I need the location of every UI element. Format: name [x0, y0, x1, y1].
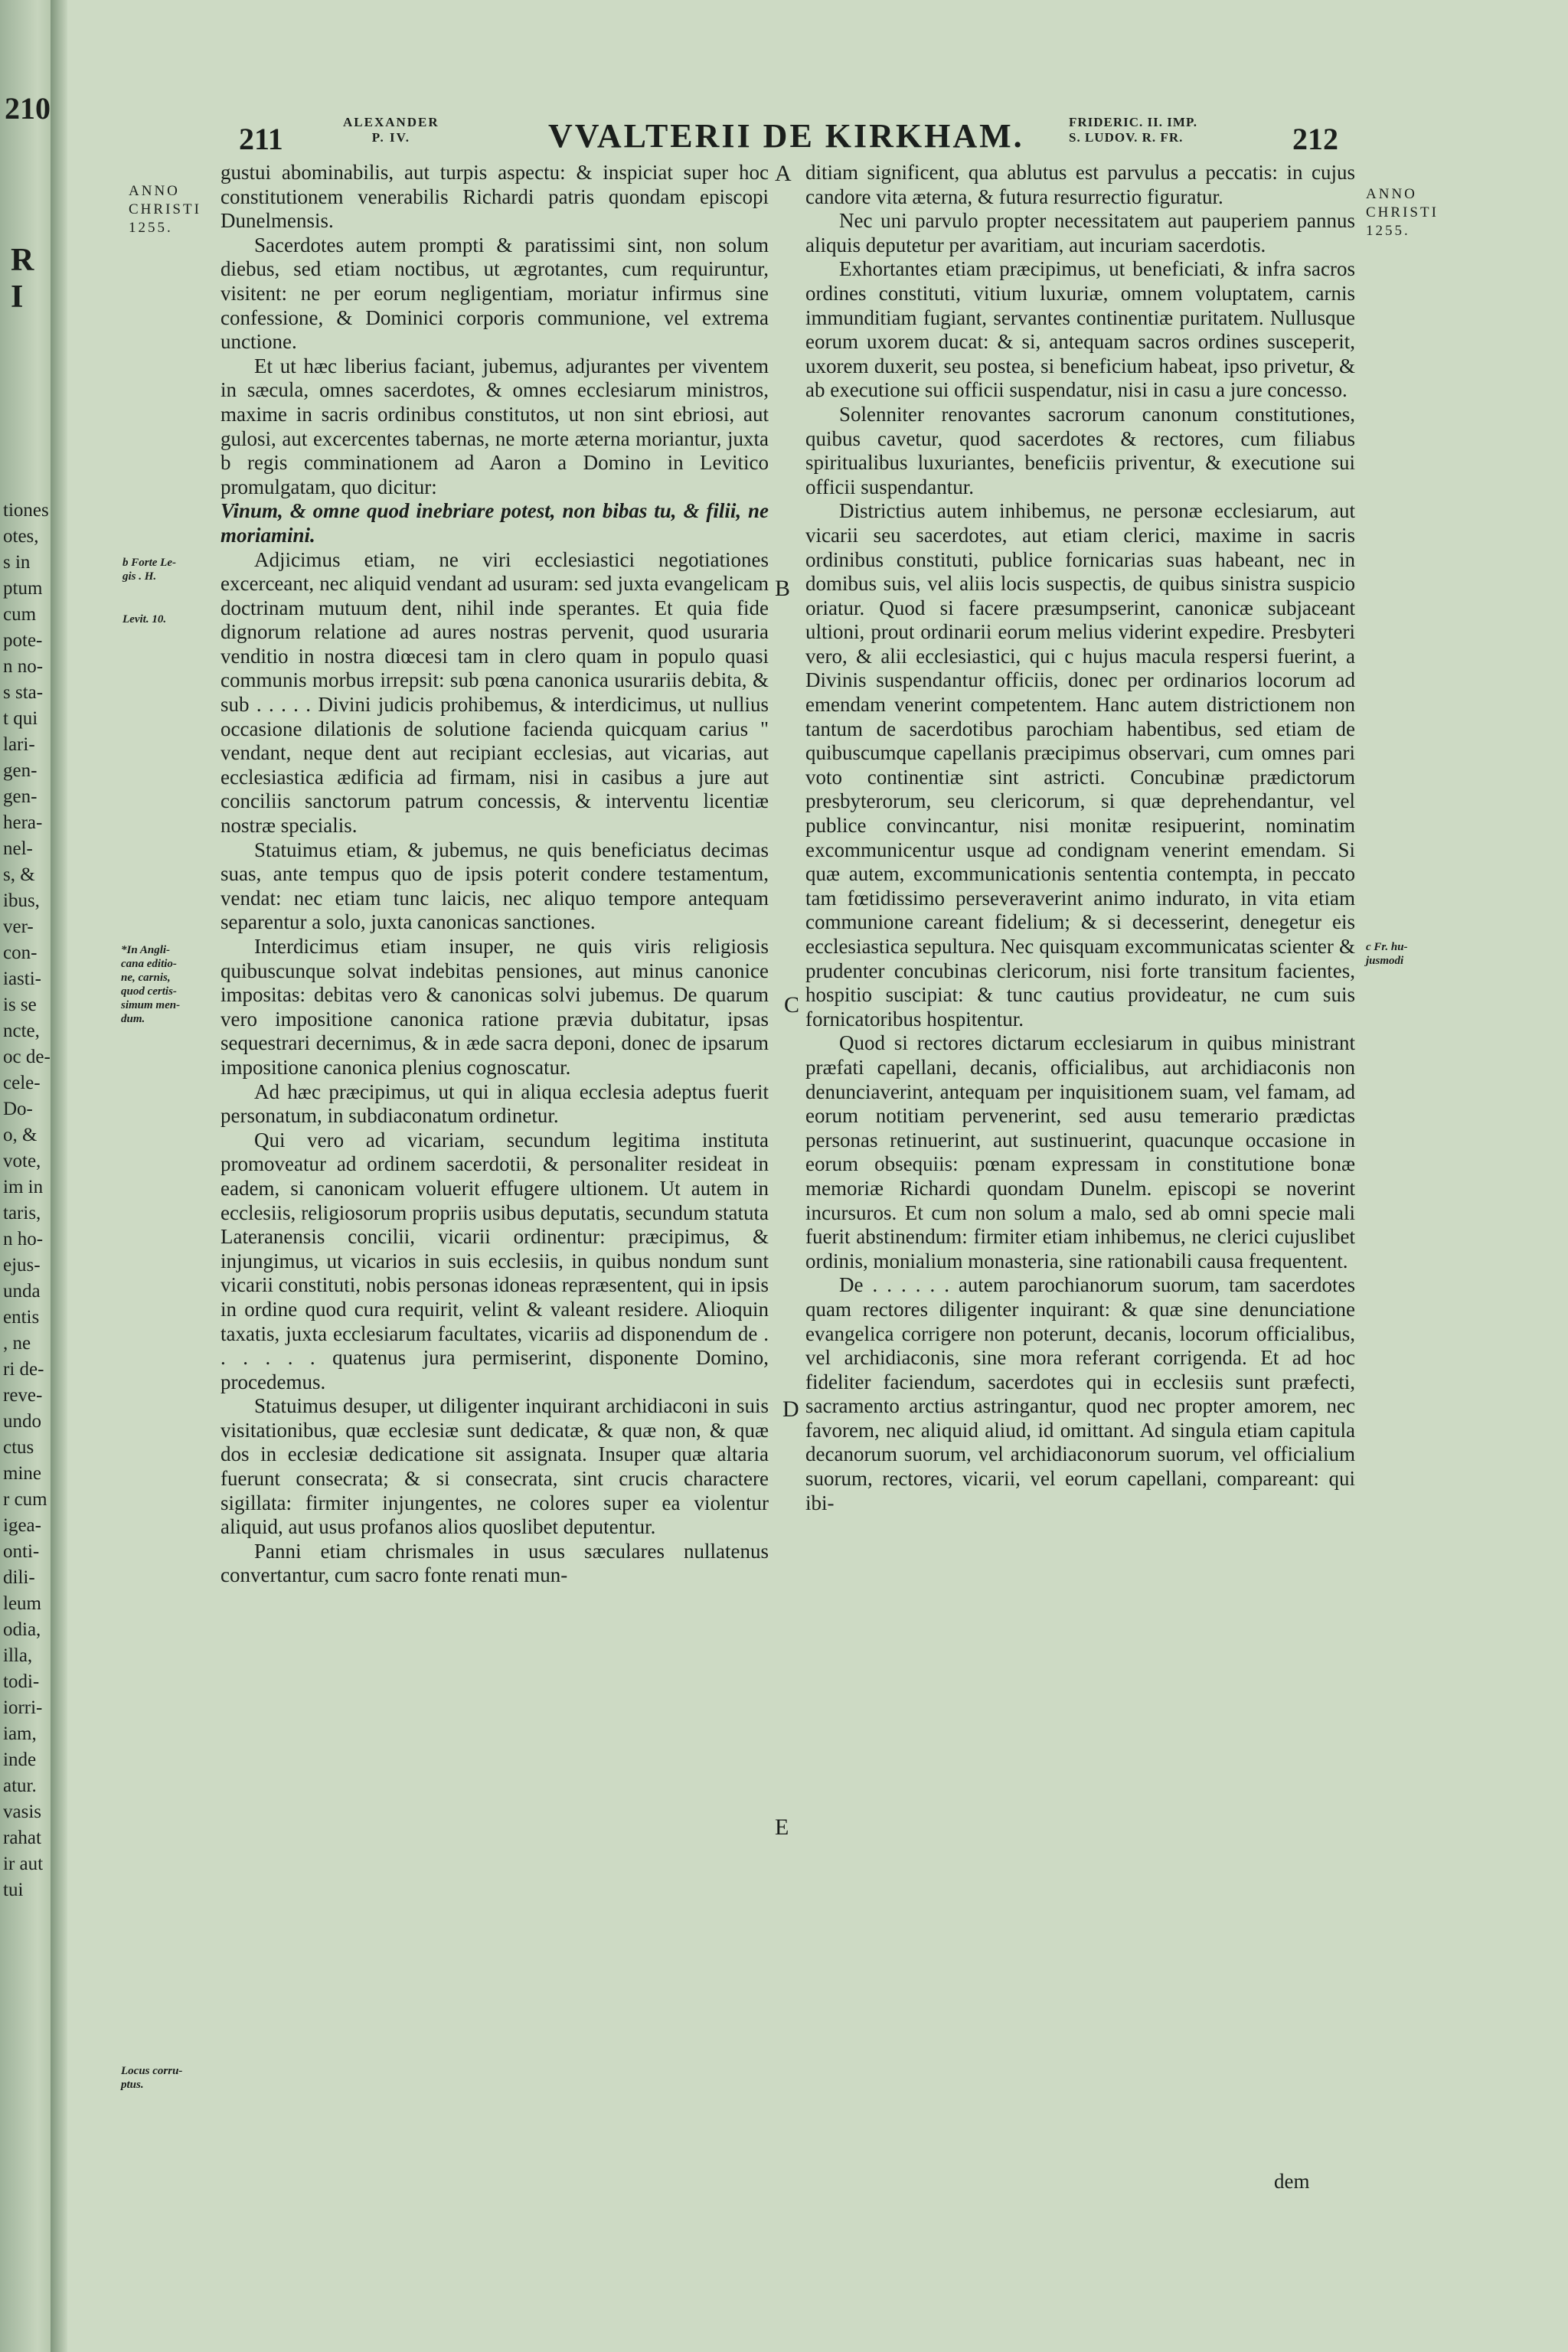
left-page-fragment: illa, [3, 1645, 33, 1666]
paragraph: ditiam significent, qua ablutus est parvulus a peccatis: in cujus candore vita æterna, & futura resurrectio figuratur. [805, 161, 1355, 208]
left-page-fragment: nel- [3, 838, 33, 859]
left-page-fragment: s sta- [3, 682, 44, 703]
left-page-fragment: s in [3, 552, 31, 573]
margin-note-anglicana: *In Angli- cana editio- ne, carnis, quod certis- simum men- dum. [121, 944, 181, 1025]
left-page-fragment: cele- [3, 1073, 41, 1093]
left-page-fragment: unda [3, 1281, 41, 1302]
left-page-fragment: rahat [3, 1828, 41, 1848]
left-page-fragment: cum [3, 604, 37, 625]
left-page-fragment: gen- [3, 786, 38, 807]
left-page-fragment: taris, [3, 1203, 41, 1223]
paragraph: Sacerdotes autem prompti & paratissimi sint, non solum diebus, sed etiam noctibus, ut ægrotantes, cum requiruntur, visitent: ne per eorum negligentiam, moriatur infirmus sine confessione, & Dominici corporis communione, vel extrema unctione. [220, 233, 769, 354]
section-letter-d: D [782, 1396, 799, 1422]
left-page-fragment: t qui [3, 708, 38, 729]
left-page-fragment: odia, [3, 1619, 41, 1640]
text-column-right [805, 161, 1355, 1515]
left-page-fragment: ptum [3, 578, 43, 599]
left-page-fragment: todi- [3, 1671, 40, 1692]
margin-note-b: b Forte Le- gis . H. [122, 557, 176, 583]
paragraph: De . . . . . . autem parochianorum suorum, tam sacerdotes quam rectores diligenter inquirant: & quæ sine denunciatione evangelica corrigere non poterunt, decanis, locorum officialibus, vel archidiaconis, sine mora referant corrigenda. Et ad hoc fideliter faciendum, sacerdotes qui in ecclesiis sunt præfecti, sacramento arctius astringantur, quod nec propter amorem, nec favorem, nec aliquid aliud, id omittant. Ad singula etiam capitula decanorum suorum, vel archidiaconorum suorum, vel officialium suorum, rectores, vicarii, vel eorum capellani, compareant: qui ibi- [805, 1273, 1355, 1514]
section-letter-e: E [775, 1815, 789, 1840]
paragraph: Districtius autem inhibemus, ne personæ ecclesiarum, aut vicarii seu sacerdotes, aut etiam clerici, maxime in sacris ordinibus constituti, publice fornicarias suas habeant, nec in domibus suis, vel aliis locis suspectis, de quibus sinistra suspicio oriatur. Quod si facere præsumpserint, canonicæ subjaceant ultioni, prout ordinarii eorum melius viderint expedire. Presbyteri vero, & alii ecclesiastici, qui c hujus macula respersi fuerint, a Divinis suspendantur officiis, donec per ordinarios locorum ad emendam venerint competentem. Hanc autem districtionem non tantum de sacerdotibus parochiam habentibus, sed etiam de quibuscumque capellanis præcipimus observari, cum omnes pari voto continentiæ sint astricti. Concubinæ prædictorum presbyterorum, seu clericorum, si quæ deprehendantur, vel publice convincantur, nisi monitæ resipuerint, nominatim excommunicentur usque ad condignam venerint emendam. Si quæ autem, excommunicationis sententia contempta, in peccato tam fœtidissimo perseveraverint animo indurato, in vita etiam communione careant fidelium; & si decesserint, denegetur eis ecclesiastica sepultura. Nec quisquam excommunicatas scienter & prudenter concubinas clericorum, nisi forte transitum facientes, hospitio suscipiat: & tunc cautius provideatur, ne cum suis fornicatoribus hospitentur. [805, 499, 1355, 1031]
left-page-fragment: tiones [3, 500, 49, 521]
left-page-fragment: hera- [3, 812, 43, 833]
paragraph: Solenniter renovantes sacrorum canonum constitutiones, quibus cavetur, quod sacerdotes & rectores, cum filiabus spiritualibus luxuriantes, beneficiis priventur, & executione sui officii suspendantur. [805, 402, 1355, 498]
margin-year-right: ANNO CHRISTI 1255. [1366, 186, 1439, 239]
left-page-fragment: undo [3, 1411, 41, 1432]
paragraph: Nec uni parvulo propter necessitatem aut pauperiem pannus aliquis deputetur per avaritiam, aut incuriam sacerdotis. [805, 209, 1355, 256]
running-head-right: FRIDERIC. II. IMP. S. LUDOV. R. FR. [1069, 115, 1198, 145]
left-page-heading: R I [11, 243, 42, 315]
left-page-fragment: im in [3, 1177, 44, 1197]
text-column-left [220, 161, 769, 1588]
margin-year-left: ANNO CHRISTI 1255. [129, 183, 201, 236]
paragraph: Adjicimus etiam, ne viri ecclesiastici negotiationes excerceant, nec aliquid vendant ad usuram: sed juxta evangelicam doctrinam mutuum dent, nihil inde sperantes. Et quia fide dignorum relatione ad aures nostras pervenit, quod usuraria venditio in nostra diœcesi tam in clero quam in populo quasi communis morbus irrepsit: sub pœna canonica usurariis debita, & sub . . . . . Divini judicis prohibemus, & interdicimus, ut nullius occasione dilationis de solutione facienda quicquam carius " vendant, neque dent aut recipiant ecclesias, aut vicarias, aut ecclesiastica ædificia ad firmam, nisi in casibus a jure aut conciliis sanctorum patrum concessis, & interventu licentiæ nostræ specialis. [220, 547, 769, 838]
left-page-fragment: onti- [3, 1541, 40, 1562]
paragraph: Quod si rectores dictarum ecclesiarum in quibus ministrant præfati capellani, decanis, officialibus, aut archidiaconis non denunciaverint, antequam per inquisitionem suam, vel famam, ad eorum notitiam pervenerint, sed ausu temerario prædictas personas retinuerint, aut sustinuerint, quacunque occasione in eorum obsequiis: pœnam expressam in constitutione bonæ memoriæ Richardi quondam Dunelm. episcopi se noverint incursuros. Et cum non solum a malo, sed ab omni specie mali fuerit abstinendum: firmiter etiam inhibemus, ne clerici cujuslibet ordinis, monialium monasteria, sine rationabili causa frequentent. [805, 1031, 1355, 1272]
left-page-fragment: iam, [3, 1723, 37, 1744]
left-page-fragment: iorri- [3, 1697, 43, 1718]
paragraph: gustui abominabilis, aut turpis aspectu: & inspiciat super hoc constitutionem venerabilis Richardi patris quondam episcopi Dunelmensis. [220, 161, 769, 233]
page-number-right: 212 [1292, 122, 1338, 156]
paragraph: Et ut hæc liberius faciant, jubemus, adjurantes per viventem in sæcula, omnes sacerdotes, & omnes ecclesiarum ministros, maxime in sacris ordinibus constitutos, ut non sint ebriosi, aut gulosi, aut excercentes tabernas, ne morte æterna moriantur, juxta b regis comminationem ad Aaron a Domino in Levitico promulgatam, quo dicitur: [220, 354, 769, 498]
left-page-fragment: n ho- [3, 1229, 44, 1250]
page-title: VVALTERII DE KIRKHAM. [548, 117, 1024, 155]
paragraph: Panni etiam chrismales in usus sæculares nullatenus convertantur, cum sacro fonte renati mun- [220, 1539, 769, 1587]
left-page-fragment: reve- [3, 1385, 43, 1406]
left-page-fragment: lari- [3, 734, 35, 755]
left-page-fragment: otes, [3, 526, 39, 547]
left-page-fragment: inde [3, 1749, 37, 1770]
left-page-fragment: ncte, [3, 1021, 40, 1041]
left-page-edge [0, 0, 54, 2352]
left-page-fragment: ver- [3, 916, 34, 937]
left-page-fragment: ri de- [3, 1359, 44, 1380]
left-page-fragment: iasti- [3, 969, 41, 989]
left-page-fragment: r cum [3, 1489, 47, 1510]
left-page-fragment: pote- [3, 630, 43, 651]
left-page-fragment: con- [3, 942, 38, 963]
left-page-fragment: leum [3, 1593, 41, 1614]
margin-note-locus: Locus corru- ptus. [121, 2065, 183, 2091]
left-page-fragment: o, & [3, 1125, 38, 1145]
left-page-fragment: is se [3, 995, 37, 1015]
paragraph: Exhortantes etiam præcipimus, ut beneficiati, & infra sacros ordines constituti, vitium luxuriæ, omnem voluptatem, carnis immunditiam fugiant, servantes continentiæ puritatem. Nullusque eorum uxorem ducat: & si, antequam sacros ordines susceperit, uxorem duxerit, seu postea, si beneficium habeat, ipso privetur, & ab executione sui officii suspendatur, nisi in casu a jure concesso. [805, 257, 1355, 402]
paragraph: Ad hæc præcipimus, ut qui in aliqua ecclesia adeptus fuerit personatum, in subdiaconatum ordinetur. [220, 1080, 769, 1128]
left-page-fragment: entis [3, 1307, 40, 1328]
left-page-fragment: ctus [3, 1437, 34, 1458]
left-page-fragment: tui [3, 1880, 24, 1900]
left-page-fragment: n no- [3, 656, 44, 677]
left-page-fragment: ir aut [3, 1854, 44, 1874]
left-page-fragment: mine [3, 1463, 41, 1484]
running-head-left: ALEXANDER P. IV. [343, 115, 439, 145]
left-page-fragment: ibus, [3, 890, 40, 911]
left-page-fragment: vote, [3, 1151, 41, 1171]
page-number-left: 211 [239, 122, 283, 156]
paragraph: Interdicimus etiam insuper, ne quis viris religiosis quibuscunque solvat indebitas pensiones, aut minus canonice impositas: debitas vero & canonicas solvi jubemus. De quarum vero impositione canonica ratione prævia dubitatur, ipsas sequestrari decernimus, & in æde sacra deponi, donec de ipsarum impositione canonica plenius cognoscatur. [220, 935, 769, 1079]
paragraph: Statuimus desuper, ut diligenter inquirant archidiaconi in suis visitationibus, quæ ecclesiæ sunt dedicatæ, & quæ non, & quæ dos in ecclesiæ dedicatione sit assignata. Insuper quæ altaria fuerunt consecrata; & si consecrata, sint crucis charactere sigillata: firmiter injungentes, ne colores super ea violentur aliquid, aut usus profanos alios quoslibet deputentur. [220, 1394, 769, 1539]
left-page-fragment: dili- [3, 1567, 35, 1588]
paragraph: Qui vero ad vicariam, secundum legitima instituta promoveatur ad ordinem sacerdotii, & personaliter resideat in eadem, si canonicam voluerit effugere ultionem. Ut autem in ecclesiis, religiosorum propriis usibus deputatis, secundum statuta Lateranensis concilii, vicarii ordinentur: præcipimus, & injungimus, ut vicarios in suis ecclesiis, in quibus nondum sunt vicarii constituti, nobis personas idoneas repræsentent, qui in ipsis in ordine quod cura requirit, velint & valeant residere. Alioquin taxatis, juxta ecclesiarum facultates, vicariis ad disponendum de . . . . . . quatenus jura permiserint, disponente Domino, procedemus. [220, 1128, 769, 1393]
left-page-fragment: atur. [3, 1775, 37, 1796]
paragraph: Vinum, & omne quod inebriare potest, non bibas tu, & filii, ne moriamini. [220, 499, 769, 547]
left-page-fragment: s, & [3, 864, 35, 885]
catchword: dem [1274, 2170, 1310, 2193]
left-page-fragment: Do- [3, 1099, 33, 1119]
left-page-number: 210 [5, 91, 51, 126]
left-page-fragments [3, 498, 54, 1903]
paragraph: Statuimus etiam, & jubemus, ne quis beneficiatus decimas suas, ante tempus quo de ipsis poterit condere testamentum, vendat: nec etiam tunc laicis, nec aliquo tempore antequam separentur a solo, juxta canonicas sanctiones. [220, 838, 769, 934]
left-page-fragment: ejus- [3, 1255, 41, 1276]
margin-note-c: c Fr. hu- jusmodi [1366, 941, 1408, 967]
section-letter-b: B [775, 576, 791, 601]
section-letter-a: A [775, 161, 792, 186]
book-gutter [51, 0, 67, 2352]
page-header [0, 115, 1568, 161]
left-page-fragment: gen- [3, 760, 38, 781]
margin-note-levit: Levit. 10. [122, 613, 167, 626]
left-page-fragment: oc de- [3, 1047, 51, 1067]
section-letter-c: C [784, 992, 800, 1018]
left-page-fragment: , ne [3, 1333, 31, 1354]
left-page-fragment: vasis [3, 1802, 41, 1822]
left-page-fragment: igea- [3, 1515, 41, 1536]
